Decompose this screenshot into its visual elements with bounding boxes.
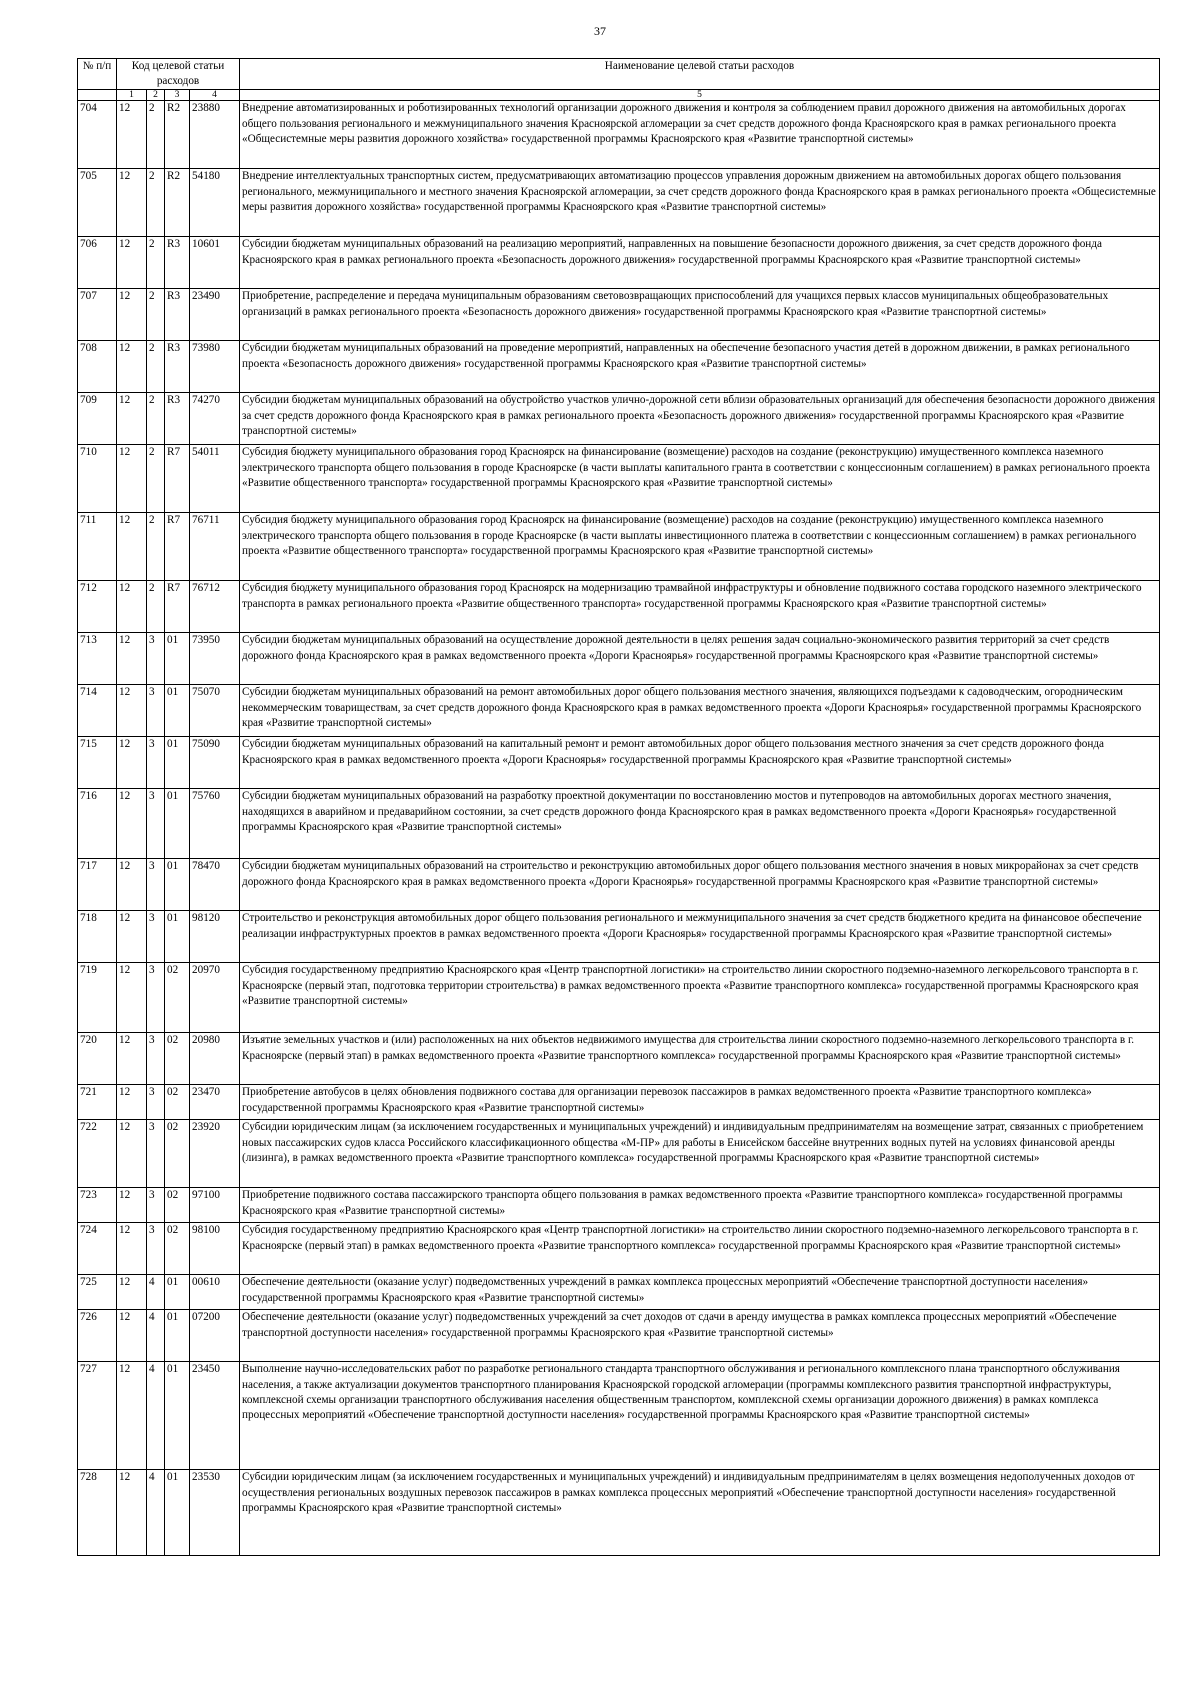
row-number: 726 — [78, 1310, 117, 1362]
code-part-4: 97100 — [190, 1188, 240, 1223]
expense-description: Субсидии бюджетам муниципальных образований на капитальный ремонт и ремонт автомобильных дорог общего пользования местного значения за счет средств дорожного фонда Красноярского края в рамках ведомственного проекта «Дороги Красноярья» государственной программы Красноярского края «Развитие транспортной системы» — [240, 737, 1160, 789]
code-part-3: 02 — [165, 1085, 190, 1120]
code-part-3: R7 — [165, 513, 190, 581]
code-part-1: 12 — [117, 1120, 147, 1188]
code-part-1: 12 — [117, 963, 147, 1033]
table-row — [78, 513, 1160, 581]
code-part-2: 3 — [147, 633, 165, 685]
code-part-3: R2 — [165, 101, 190, 169]
header-row-number: № п/п — [78, 59, 117, 90]
code-part-2: 4 — [147, 1275, 165, 1310]
code-part-2: 3 — [147, 963, 165, 1033]
table-row — [78, 341, 1160, 393]
code-part-1: 12 — [117, 737, 147, 789]
code-part-1: 12 — [117, 1085, 147, 1120]
row-number: 716 — [78, 789, 117, 859]
table-row — [78, 393, 1160, 445]
budget-classification-table — [77, 58, 1160, 1556]
code-part-2: 2 — [147, 101, 165, 169]
row-number: 715 — [78, 737, 117, 789]
expense-description: Субсидия государственному предприятию Красноярского края «Центр транспортной логистики» на строительство линии скоростного подземно-наземного легкорельсового транспорта в г. Красноярске (первый этап, подготовка территории строительства) в рамках ведомственного проекта «Развитие транспортного комплекса» государственной программы Красноярского края «Развитие транспортной системы» — [240, 963, 1160, 1033]
code-part-1: 12 — [117, 101, 147, 169]
code-part-4: 74270 — [190, 393, 240, 445]
code-part-3: 02 — [165, 1120, 190, 1188]
code-part-1: 12 — [117, 685, 147, 737]
code-part-2: 3 — [147, 789, 165, 859]
code-part-2: 4 — [147, 1362, 165, 1470]
code-part-4: 78470 — [190, 859, 240, 911]
code-part-4: 73950 — [190, 633, 240, 685]
code-part-4: 54180 — [190, 169, 240, 237]
code-part-2: 3 — [147, 1188, 165, 1223]
code-part-3: 01 — [165, 737, 190, 789]
row-number: 707 — [78, 289, 117, 341]
code-part-3: 02 — [165, 1188, 190, 1223]
code-part-1: 12 — [117, 1033, 147, 1085]
code-part-2: 3 — [147, 737, 165, 789]
code-part-1: 12 — [117, 1362, 147, 1470]
code-part-2: 3 — [147, 911, 165, 963]
row-number: 710 — [78, 445, 117, 513]
index-label-1: 1 — [117, 90, 147, 101]
table-row — [78, 1362, 1160, 1470]
table-row — [78, 1275, 1160, 1310]
header-expense-code: Код целевой статьи расходов — [117, 59, 240, 90]
index-label-5: 5 — [240, 90, 1160, 101]
expense-description: Обеспечение деятельности (оказание услуг) подведомственных учреждений в рамках комплекса процессных мероприятий «Обеспечение транспортной доступности населения» государственной программы Красноярского края «Развитие транспортной системы» — [240, 1275, 1160, 1310]
code-part-2: 2 — [147, 169, 165, 237]
code-part-2: 3 — [147, 1223, 165, 1275]
code-part-2: 3 — [147, 685, 165, 737]
index-label-4: 4 — [190, 90, 240, 101]
expense-description: Субсидии юридическим лицам (за исключением государственных и муниципальных учреждений) и индивидуальным предпринимателям в целях возмещения недополученных доходов от осуществления региональных воздушных перевозок пассажиров в рамках комплекса процессных мероприятий «Обеспечение транспортной доступности населения» государственной программы Красноярского края «Развитие транспортной системы» — [240, 1470, 1160, 1556]
code-part-3: 01 — [165, 1275, 190, 1310]
row-number: 706 — [78, 237, 117, 289]
code-part-3: 01 — [165, 1470, 190, 1556]
code-part-4: 23920 — [190, 1120, 240, 1188]
code-part-1: 12 — [117, 393, 147, 445]
code-part-4: 23470 — [190, 1085, 240, 1120]
code-part-4: 10601 — [190, 237, 240, 289]
code-part-1: 12 — [117, 911, 147, 963]
code-part-1: 12 — [117, 513, 147, 581]
code-part-3: 01 — [165, 911, 190, 963]
table-row — [78, 1470, 1160, 1556]
code-part-3: 01 — [165, 1310, 190, 1362]
expense-description: Субсидии бюджетам муниципальных образований на осуществление дорожной деятельности в целях решения задач социально-экономического развития территорий за счет средств дорожного фонда Красноярского края в рамках ведомственного проекта «Дороги Красноярья» государственной программы Красноярского края «Развитие транспортной системы» — [240, 633, 1160, 685]
code-part-4: 20980 — [190, 1033, 240, 1085]
expense-description: Субсидии бюджетам муниципальных образований на разработку проектной документации по восстановлению мостов и путепроводов на автомобильных дорогах местного значения, находящихся в аварийном и предаварийном состоянии, за счет средств дорожного фонда Красноярского края в рамках ведомственного проекта «Дороги Красноярья» государственной программы Красноярского края «Развитие транспортной системы» — [240, 789, 1160, 859]
header-expense-name: Наименование целевой статьи расходов — [240, 59, 1160, 90]
code-part-1: 12 — [117, 169, 147, 237]
expense-description: Приобретение, распределение и передача муниципальным образованиям световозвращающих приспособлений для учащихся первых классов муниципальных общеобразовательных организаций в рамках регионального проекта «Безопасность дорожного движения» государственной программы Красноярского края «Развитие транспортной системы» — [240, 289, 1160, 341]
code-part-4: 98120 — [190, 911, 240, 963]
row-number: 717 — [78, 859, 117, 911]
code-part-4: 73980 — [190, 341, 240, 393]
code-part-2: 2 — [147, 513, 165, 581]
row-number: 723 — [78, 1188, 117, 1223]
code-part-1: 12 — [117, 859, 147, 911]
expense-description: Субсидии бюджетам муниципальных образований на проведение мероприятий, направленных на обеспечение безопасного участия детей в дорожном движении, в рамках регионального проекта «Безопасность дорожного движения» государственной программы Красноярского края «Развитие транспортной системы» — [240, 341, 1160, 393]
table-row — [78, 1188, 1160, 1223]
expense-description: Внедрение интеллектуальных транспортных систем, предусматривающих автоматизацию процессов управления дорожным движением на автомобильных дорогах общего пользования регионального, межмуниципального и местного значения Красноярской агломерации, за счет средств дорожного фонда Красноярского края в рамках регионального проекта «Общесистемные меры развития дорожного хозяйства» государственной программы Красноярского края «Развитие транспортной системы» — [240, 169, 1160, 237]
row-number: 728 — [78, 1470, 117, 1556]
code-part-2: 2 — [147, 237, 165, 289]
table-row — [78, 1033, 1160, 1085]
row-number: 712 — [78, 581, 117, 633]
code-part-1: 12 — [117, 633, 147, 685]
expense-description: Субсидия бюджету муниципального образования город Красноярск на финансирование (возмещение) расходов на создание (реконструкцию) имущественного комплекса наземного электрического транспорта общего пользования в городе Красноярске (в части выплаты капитального гранта в соответствии с концессионным соглашением) в рамках регионального проекта «Развитие общественного транспорта» государственной программы Красноярского края «Развитие транспортной системы» — [240, 445, 1160, 513]
code-part-3: R2 — [165, 169, 190, 237]
row-number: 721 — [78, 1085, 117, 1120]
table-row — [78, 289, 1160, 341]
expense-description: Субсидии юридическим лицам (за исключением государственных и муниципальных учреждений) и индивидуальным предпринимателям на возмещение затрат, связанных с приобретением новых пассажирских судов класса Российского классификационного общества «М-ПР» для работы в Енисейском бассейне внутренних водных путей на условиях финансовой аренды (лизинга), в рамках ведомственного проекта «Развитие транспортного комплекса» государственной программы Красноярского края «Развитие транспортной системы» — [240, 1120, 1160, 1188]
code-part-3: 02 — [165, 963, 190, 1033]
row-number: 724 — [78, 1223, 117, 1275]
row-number: 705 — [78, 169, 117, 237]
row-number: 725 — [78, 1275, 117, 1310]
table-row — [78, 789, 1160, 859]
code-part-4: 20970 — [190, 963, 240, 1033]
row-number: 720 — [78, 1033, 117, 1085]
expense-description: Субсидия бюджету муниципального образования город Красноярск на финансирование (возмещение) расходов на создание (реконструкцию) имущественного комплекса наземного электрического транспорта общего пользования в городе Красноярске (в части выплаты инвестиционного платежа в соответствии с концессионным соглашением) в рамках регионального проекта «Развитие общественного транспорта» государственной программы Красноярского края «Развитие транспортной системы» — [240, 513, 1160, 581]
code-part-4: 00610 — [190, 1275, 240, 1310]
code-part-1: 12 — [117, 289, 147, 341]
code-part-1: 12 — [117, 1470, 147, 1556]
code-part-1: 12 — [117, 237, 147, 289]
code-part-3: 01 — [165, 633, 190, 685]
code-part-3: 02 — [165, 1033, 190, 1085]
code-part-3: R7 — [165, 581, 190, 633]
index-label-2: 2 — [147, 90, 165, 101]
table-row — [78, 445, 1160, 513]
table-row — [78, 237, 1160, 289]
table-row — [78, 963, 1160, 1033]
code-part-4: 98100 — [190, 1223, 240, 1275]
code-part-4: 76712 — [190, 581, 240, 633]
expense-description: Выполнение научно-исследовательских работ по разработке регионального стандарта транспортного обслуживания и регионального комплексного плана транспортного обслуживания населения, а также актуализации документов транспортного планирования Красноярской городской агломерации (программы комплексного развития транспортной инфраструктуры, комплексной схемы организации транспортного обслуживания населения общественным транспортом, комплексной схемы организации дорожного движения) в рамках комплекса процессных мероприятий «Обеспечение транспортной доступности населения» государственной программы Красноярского края «Развитие транспортной системы» — [240, 1362, 1160, 1470]
code-part-3: R3 — [165, 237, 190, 289]
row-number: 711 — [78, 513, 117, 581]
code-part-4: 54011 — [190, 445, 240, 513]
table-row — [78, 737, 1160, 789]
expense-description: Внедрение автоматизированных и роботизированных технологий организации дорожного движения и контроля за соблюдением правил дорожного движения на автомобильных дорогах общего пользования регионального и межмуниципального значения Красноярской агломерации за счет средств дорожного фонда Красноярского края в рамках регионального проекта «Общесистемные меры развития дорожного хозяйства» государственной программы Красноярского края «Развитие транспортной системы» — [240, 101, 1160, 169]
code-part-4: 75760 — [190, 789, 240, 859]
expense-description: Субсидия бюджету муниципального образования город Красноярск на модернизацию трамвайной инфраструктуры и обновление подвижного состава городского наземного электрического транспорта в рамках регионального проекта «Развитие общественного транспорта» государственной программы Красноярского края «Развитие транспортной системы» — [240, 581, 1160, 633]
code-part-2: 2 — [147, 445, 165, 513]
code-part-2: 4 — [147, 1310, 165, 1362]
code-part-3: R7 — [165, 445, 190, 513]
code-part-1: 12 — [117, 1188, 147, 1223]
table-row — [78, 859, 1160, 911]
row-number: 709 — [78, 393, 117, 445]
row-number: 713 — [78, 633, 117, 685]
page-number: 37 — [594, 24, 606, 38]
table-body — [78, 101, 1160, 1556]
index-cell-blank — [78, 90, 117, 101]
table-row — [78, 101, 1160, 169]
code-part-1: 12 — [117, 789, 147, 859]
table-row — [78, 685, 1160, 737]
code-part-1: 12 — [117, 445, 147, 513]
expense-description: Субсидии бюджетам муниципальных образований на ремонт автомобильных дорог общего пользования местного значения, являющихся подъездами к садоводческим, огородническим некоммерческим товариществам, за счет средств дорожного фонда Красноярского края в рамках ведомственного проекта «Дороги Красноярья» государственной программы Красноярского края «Развитие транспортной системы» — [240, 685, 1160, 737]
expense-description: Субсидии бюджетам муниципальных образований на обустройство участков улично-дорожной сети вблизи образовательных организаций для обеспечения безопасности дорожного движения за счет средств дорожного фонда Красноярского края в рамках регионального проекта «Безопасность дорожного движения» государственной программы Красноярского края «Развитие транспортной системы» — [240, 393, 1160, 445]
code-part-2: 2 — [147, 581, 165, 633]
code-part-2: 2 — [147, 393, 165, 445]
expense-description: Субсидии бюджетам муниципальных образований на реализацию мероприятий, направленных на повышение безопасности дорожного движения, за счет средств дорожного фонда Красноярского края в рамках регионального проекта «Безопасность дорожного движения» государственной программы Красноярского края «Развитие транспортной системы» — [240, 237, 1160, 289]
code-part-1: 12 — [117, 1310, 147, 1362]
expense-description: Приобретение автобусов в целях обновления подвижного состава для организации перевозок пассажиров в рамках ведомственного проекта «Развитие транспортного комплекса» государственной программы Красноярского края «Развитие транспортной системы» — [240, 1085, 1160, 1120]
code-part-3: 01 — [165, 685, 190, 737]
code-part-3: R3 — [165, 341, 190, 393]
code-part-4: 76711 — [190, 513, 240, 581]
table-row — [78, 1223, 1160, 1275]
code-part-2: 3 — [147, 1033, 165, 1085]
table-row — [78, 911, 1160, 963]
code-part-3: R3 — [165, 289, 190, 341]
expense-description: Изъятие земельных участков и (или) расположенных на них объектов недвижимого имущества для строительства линии скоростного подземно-наземного легкорельсового транспорта в г. Красноярске (первый этап) в рамках ведомственного проекта «Развитие транспортного комплекса» государственной программы Красноярского края «Развитие транспортной системы» — [240, 1033, 1160, 1085]
code-part-1: 12 — [117, 581, 147, 633]
code-part-4: 23490 — [190, 289, 240, 341]
code-part-1: 12 — [117, 1275, 147, 1310]
code-part-3: R3 — [165, 393, 190, 445]
table-row — [78, 1310, 1160, 1362]
row-number: 718 — [78, 911, 117, 963]
table-row — [78, 581, 1160, 633]
table-row — [78, 1120, 1160, 1188]
table-row — [78, 1085, 1160, 1120]
table-row — [78, 633, 1160, 685]
row-number: 714 — [78, 685, 117, 737]
code-part-2: 2 — [147, 289, 165, 341]
expense-description: Строительство и реконструкция автомобильных дорог общего пользования регионального и межмуниципального значения за счет средств бюджетного кредита на финансовое обеспечение реализации инфраструктурных проектов в рамках ведомственного проекта «Дороги Красноярья» государственной программы Красноярского края «Развитие транспортной системы» — [240, 911, 1160, 963]
code-part-3: 01 — [165, 859, 190, 911]
expense-description: Приобретение подвижного состава пассажирского транспорта общего пользования в рамках ведомственного проекта «Развитие транспортного комплекса» государственной программы Красноярского края «Развитие транспортной системы» — [240, 1188, 1160, 1223]
code-part-2: 3 — [147, 1120, 165, 1188]
code-part-2: 4 — [147, 1470, 165, 1556]
code-part-4: 23880 — [190, 101, 240, 169]
row-number: 704 — [78, 101, 117, 169]
row-number: 708 — [78, 341, 117, 393]
code-part-4: 75070 — [190, 685, 240, 737]
code-part-3: 01 — [165, 1362, 190, 1470]
code-part-1: 12 — [117, 1223, 147, 1275]
table-row — [78, 169, 1160, 237]
code-part-4: 75090 — [190, 737, 240, 789]
expense-description: Субсидии бюджетам муниципальных образований на строительство и реконструкцию автомобильных дорог общего пользования местного значения в новых микрорайонах за счет средств дорожного фонда Красноярского края в рамках ведомственного проекта «Дороги Красноярья» государственной программы Красноярского края «Развитие транспортной системы» — [240, 859, 1160, 911]
code-part-2: 2 — [147, 341, 165, 393]
row-number: 722 — [78, 1120, 117, 1188]
code-part-3: 02 — [165, 1223, 190, 1275]
code-part-1: 12 — [117, 341, 147, 393]
expense-description: Обеспечение деятельности (оказание услуг) подведомственных учреждений за счет доходов от сдачи в аренду имущества в рамках комплекса процессных мероприятий «Обеспечение транспортной доступности населения» государственной программы Красноярского края «Развитие транспортной системы» — [240, 1310, 1160, 1362]
code-part-4: 23450 — [190, 1362, 240, 1470]
code-part-4: 07200 — [190, 1310, 240, 1362]
code-part-2: 3 — [147, 1085, 165, 1120]
code-part-4: 23530 — [190, 1470, 240, 1556]
code-part-2: 3 — [147, 859, 165, 911]
expense-description: Субсидия государственному предприятию Красноярского края «Центр транспортной логистики» на строительство линии скоростного подземно-наземного легкорельсового транспорта в г. Красноярске (первый этап) в рамках ведомственного проекта «Развитие транспортного комплекса» государственной программы Красноярского края «Развитие транспортной системы» — [240, 1223, 1160, 1275]
row-number: 727 — [78, 1362, 117, 1470]
row-number: 719 — [78, 963, 117, 1033]
code-part-3: 01 — [165, 789, 190, 859]
index-label-3: 3 — [165, 90, 190, 101]
